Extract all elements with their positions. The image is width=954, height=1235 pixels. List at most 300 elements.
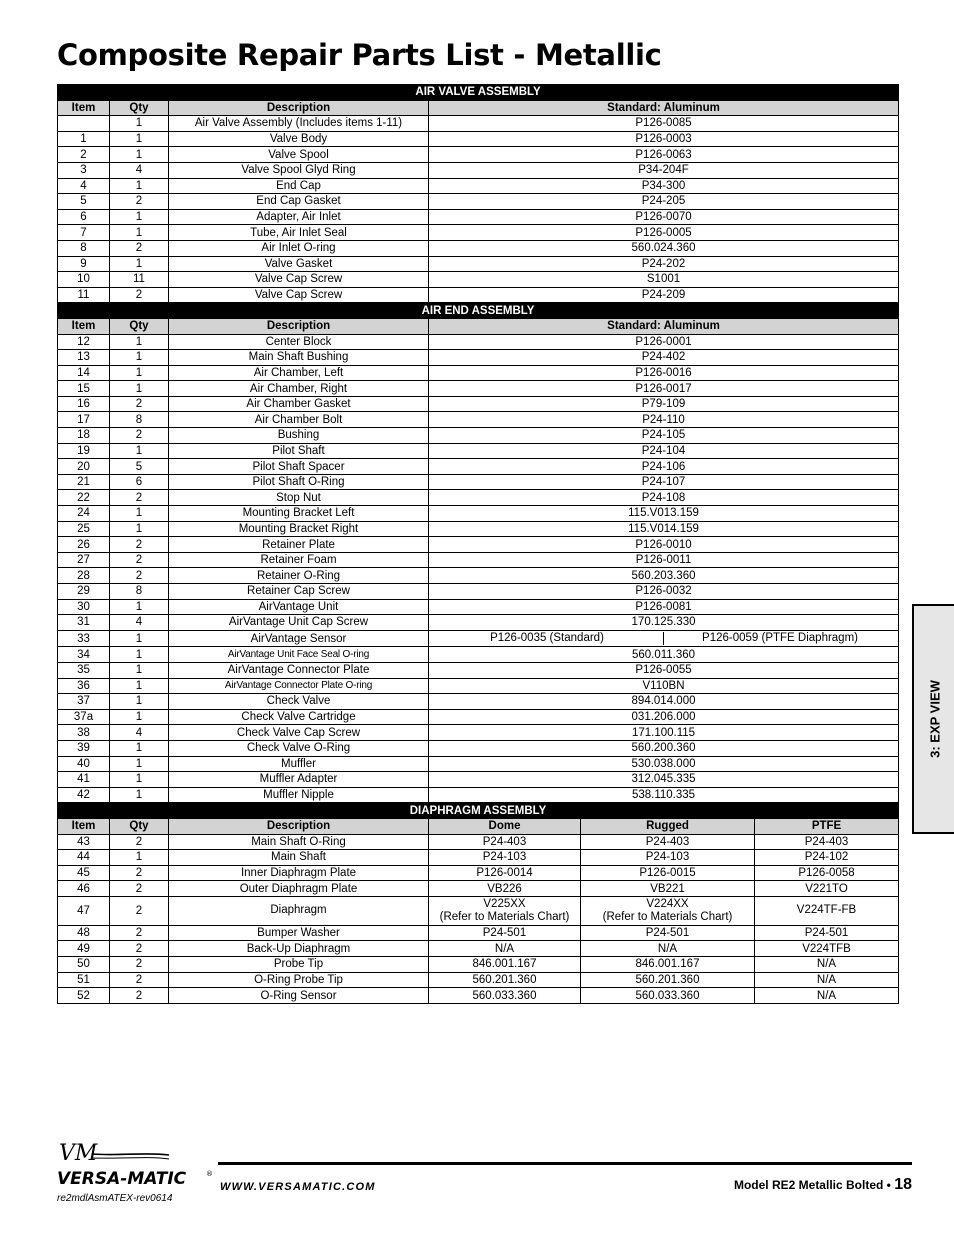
part-number-option: P126-0035 (Standard) xyxy=(490,631,604,644)
table-row xyxy=(58,287,899,303)
part-number-cell: P126-0011 xyxy=(429,552,899,568)
item-cell: 3 xyxy=(58,162,110,178)
part-number: V225XX xyxy=(483,897,526,910)
qty-cell: 8 xyxy=(110,412,169,428)
item-cell: 27 xyxy=(58,552,110,568)
qty-cell: 2 xyxy=(110,240,169,256)
part-number-cell: V224TF-FB xyxy=(755,896,899,925)
part-number-cell: P24-209 xyxy=(429,287,899,303)
part-number-cell: P24-110 xyxy=(429,412,899,428)
part-number-cell: 846.001.167 xyxy=(581,957,755,973)
qty-cell: 2 xyxy=(110,834,169,850)
qty-cell: 4 xyxy=(110,725,169,741)
table-row xyxy=(58,178,899,194)
item-cell: 22 xyxy=(58,490,110,506)
table-row xyxy=(58,972,899,988)
item-cell: 30 xyxy=(58,599,110,615)
part-number-cell: N/A xyxy=(429,941,581,957)
item-cell: 24 xyxy=(58,506,110,522)
part-number-option: P126-0059 (PTFE Diaphragm) xyxy=(663,632,896,646)
part-number-cell: P24-104 xyxy=(429,443,899,459)
part-number-cell: N/A xyxy=(581,941,755,957)
qty-cell: 2 xyxy=(110,941,169,957)
item-cell: 20 xyxy=(58,459,110,475)
part-number-cell: 530.038.000 xyxy=(429,756,899,772)
section-title: AIR VALVE ASSEMBLY xyxy=(58,85,899,101)
description-cell: Mounting Bracket Left xyxy=(169,506,429,522)
item-cell: 50 xyxy=(58,957,110,973)
item-cell: 33 xyxy=(58,630,110,647)
part-number-cell: P24-202 xyxy=(429,256,899,272)
description-cell: Pilot Shaft Spacer xyxy=(169,459,429,475)
part-number-cell: P126-0003 xyxy=(429,131,899,147)
table-row xyxy=(58,225,899,241)
part-number-cell: 560.033.360 xyxy=(429,988,581,1004)
table-row xyxy=(58,599,899,615)
description-cell: Valve Spool xyxy=(169,147,429,163)
qty-cell: 1 xyxy=(110,694,169,710)
table-row xyxy=(58,521,899,537)
qty-cell: 1 xyxy=(110,116,169,132)
parts-table-body xyxy=(58,85,899,1004)
table-row xyxy=(58,162,899,178)
parts-table xyxy=(57,84,899,1004)
item-cell: 44 xyxy=(58,850,110,866)
description-cell: AirVantage Connector Plate O-ring xyxy=(169,678,429,694)
part-number-cell: P24-107 xyxy=(429,474,899,490)
part-number-cell: P126-0016 xyxy=(429,365,899,381)
item-cell: 7 xyxy=(58,225,110,241)
item-cell: 48 xyxy=(58,925,110,941)
item-cell: 26 xyxy=(58,537,110,553)
qty-cell: 2 xyxy=(110,988,169,1004)
qty-cell: 1 xyxy=(110,599,169,615)
item-cell: 5 xyxy=(58,194,110,210)
item-cell: 17 xyxy=(58,412,110,428)
part-number-cell: 115.V014.159 xyxy=(429,521,899,537)
item-cell: 37 xyxy=(58,694,110,710)
part-number-cell: P126-0017 xyxy=(429,381,899,397)
table-row xyxy=(58,694,899,710)
svg-text:VM: VM xyxy=(59,1142,98,1166)
qty-cell: 8 xyxy=(110,584,169,600)
column-header: Item xyxy=(58,100,110,116)
description-cell: Diaphragm xyxy=(169,896,429,925)
item-cell: 43 xyxy=(58,834,110,850)
table-row xyxy=(58,709,899,725)
item-cell: 31 xyxy=(58,615,110,631)
section-tab-label: 3: EXP VIEW xyxy=(927,680,943,758)
part-number-cell xyxy=(429,896,581,925)
part-number-cell: 894.014.000 xyxy=(429,694,899,710)
table-row xyxy=(58,647,899,663)
part-number-cell: P24-105 xyxy=(429,428,899,444)
description-cell: Air Chamber Bolt xyxy=(169,412,429,428)
description-cell: Pilot Shaft O-Ring xyxy=(169,474,429,490)
description-cell: AirVantage Unit Cap Screw xyxy=(169,615,429,631)
part-number-cell: 560.203.360 xyxy=(429,568,899,584)
qty-cell: 1 xyxy=(110,772,169,788)
description-cell: AirVantage Connector Plate xyxy=(169,662,429,678)
qty-cell: 1 xyxy=(110,225,169,241)
part-number-cell: V110BN xyxy=(429,678,899,694)
item-cell: 21 xyxy=(58,474,110,490)
part-number-cell: P24-403 xyxy=(755,834,899,850)
part-number-cell: P24-205 xyxy=(429,194,899,210)
part-number-cell: P24-102 xyxy=(755,850,899,866)
table-row xyxy=(58,412,899,428)
table-row xyxy=(58,678,899,694)
description-cell: End Cap Gasket xyxy=(169,194,429,210)
column-header: Qty xyxy=(110,318,169,334)
item-cell: 47 xyxy=(58,896,110,925)
section-tab[interactable] xyxy=(912,604,954,834)
description-cell: Main Shaft O-Ring xyxy=(169,834,429,850)
part-number-cell: P24-108 xyxy=(429,490,899,506)
part-number-cell: P24-403 xyxy=(581,834,755,850)
materials-chart-note: (Refer to Materials Chart) xyxy=(602,910,733,923)
description-cell: Muffler xyxy=(169,756,429,772)
part-number-cell: P126-0032 xyxy=(429,584,899,600)
table-row xyxy=(58,396,899,412)
qty-cell: 1 xyxy=(110,756,169,772)
section-title: AIR END ASSEMBLY xyxy=(58,303,899,319)
description-cell: Air Inlet O-ring xyxy=(169,240,429,256)
qty-cell: 1 xyxy=(110,647,169,663)
part-number-cell: VB221 xyxy=(581,881,755,897)
qty-cell: 1 xyxy=(110,365,169,381)
part-number-cell: 031.206.000 xyxy=(429,709,899,725)
item-cell: 11 xyxy=(58,287,110,303)
qty-cell: 1 xyxy=(110,381,169,397)
table-row xyxy=(58,865,899,881)
qty-cell: 1 xyxy=(110,678,169,694)
page-number: 18 xyxy=(894,1176,912,1193)
table-row xyxy=(58,240,899,256)
part-number-cell: 560.011.360 xyxy=(429,647,899,663)
part-number-cell: V224TFB xyxy=(755,941,899,957)
description-cell: Main Shaft Bushing xyxy=(169,350,429,366)
column-header: Rugged xyxy=(581,818,755,834)
item-cell: 12 xyxy=(58,334,110,350)
part-number-cell: P126-0070 xyxy=(429,209,899,225)
item-cell xyxy=(58,116,110,132)
qty-cell: 11 xyxy=(110,272,169,288)
description-cell: Outer Diaphragm Plate xyxy=(169,881,429,897)
part-number-cell: P126-0014 xyxy=(429,865,581,881)
item-cell: 14 xyxy=(58,365,110,381)
description-cell: Retainer Plate xyxy=(169,537,429,553)
description-cell: Air Valve Assembly (Includes items 1-11) xyxy=(169,116,429,132)
table-row xyxy=(58,490,899,506)
part-number-cell: 560.024.360 xyxy=(429,240,899,256)
qty-cell: 1 xyxy=(110,662,169,678)
part-number-cell: P24-103 xyxy=(429,850,581,866)
description-cell: Retainer Cap Screw xyxy=(169,584,429,600)
part-number-cell: P24-501 xyxy=(755,925,899,941)
part-number-cell: S1001 xyxy=(429,272,899,288)
model-label xyxy=(734,1176,912,1194)
qty-cell: 2 xyxy=(110,881,169,897)
description-cell: Pilot Shaft xyxy=(169,443,429,459)
table-row xyxy=(58,772,899,788)
part-number-cell: VB226 xyxy=(429,881,581,897)
description-cell: Check Valve O-Ring xyxy=(169,740,429,756)
qty-cell: 4 xyxy=(110,162,169,178)
description-cell: Valve Cap Screw xyxy=(169,287,429,303)
part-number-cell: P126-0063 xyxy=(429,147,899,163)
table-row xyxy=(58,941,899,957)
qty-cell: 1 xyxy=(110,131,169,147)
qty-cell: 1 xyxy=(110,740,169,756)
description-cell: Valve Gasket xyxy=(169,256,429,272)
footer-rule xyxy=(218,1162,912,1165)
description-cell: AirVantage Sensor xyxy=(169,630,429,647)
table-row xyxy=(58,988,899,1004)
table-row xyxy=(58,350,899,366)
description-cell: Main Shaft xyxy=(169,850,429,866)
qty-cell: 1 xyxy=(110,350,169,366)
item-cell: 45 xyxy=(58,865,110,881)
table-row xyxy=(58,537,899,553)
table-row xyxy=(58,381,899,397)
part-number-cell: P34-300 xyxy=(429,178,899,194)
qty-cell: 2 xyxy=(110,925,169,941)
part-number-cell: 560.201.360 xyxy=(429,972,581,988)
table-row xyxy=(58,568,899,584)
part-number-cell: P24-403 xyxy=(429,834,581,850)
item-cell: 37a xyxy=(58,709,110,725)
table-row xyxy=(58,850,899,866)
column-header-row xyxy=(58,318,899,334)
column-header-row xyxy=(58,100,899,116)
qty-cell: 1 xyxy=(110,147,169,163)
qty-cell: 2 xyxy=(110,568,169,584)
item-cell: 6 xyxy=(58,209,110,225)
item-cell: 28 xyxy=(58,568,110,584)
column-header: Description xyxy=(169,318,429,334)
table-row xyxy=(58,662,899,678)
table-row xyxy=(58,116,899,132)
qty-cell: 2 xyxy=(110,490,169,506)
table-row xyxy=(58,552,899,568)
section-title: DIAPHRAGM ASSEMBLY xyxy=(58,803,899,819)
qty-cell: 1 xyxy=(110,630,169,647)
table-row xyxy=(58,194,899,210)
qty-cell: 1 xyxy=(110,787,169,803)
part-number-cell: 846.001.167 xyxy=(429,957,581,973)
part-number-cell: P24-106 xyxy=(429,459,899,475)
section-title-row xyxy=(58,85,899,101)
description-cell: Retainer Foam xyxy=(169,552,429,568)
item-cell: 41 xyxy=(58,772,110,788)
item-cell: 36 xyxy=(58,678,110,694)
table-row xyxy=(58,834,899,850)
qty-cell: 1 xyxy=(110,178,169,194)
website-link[interactable]: WWW.VERSAMATIC.COM xyxy=(220,1181,376,1193)
description-cell: Adapter, Air Inlet xyxy=(169,209,429,225)
table-row xyxy=(58,957,899,973)
column-header: Item xyxy=(58,818,110,834)
qty-cell: 1 xyxy=(110,709,169,725)
description-cell: AirVantage Unit xyxy=(169,599,429,615)
qty-cell: 1 xyxy=(110,506,169,522)
qty-cell: 2 xyxy=(110,396,169,412)
description-cell: Air Chamber Gasket xyxy=(169,396,429,412)
part-number-cell: P126-0010 xyxy=(429,537,899,553)
item-cell: 42 xyxy=(58,787,110,803)
part-number-cell: N/A xyxy=(755,972,899,988)
part-number-cell: 560.033.360 xyxy=(581,988,755,1004)
part-number-cell xyxy=(581,896,755,925)
qty-cell: 6 xyxy=(110,474,169,490)
item-cell: 4 xyxy=(58,178,110,194)
part-number: V224XX xyxy=(646,897,689,910)
part-number-cell: P126-0015 xyxy=(581,865,755,881)
item-cell: 18 xyxy=(58,428,110,444)
table-row xyxy=(58,474,899,490)
part-number-cell: P24-501 xyxy=(429,925,581,941)
description-cell: Check Valve xyxy=(169,694,429,710)
description-cell: AirVantage Unit Face Seal O-ring xyxy=(169,647,429,663)
part-number-cell: 171.100.115 xyxy=(429,725,899,741)
item-cell: 9 xyxy=(58,256,110,272)
table-row xyxy=(58,630,899,647)
table-row xyxy=(58,506,899,522)
part-number-cell: V221TO xyxy=(755,881,899,897)
versa-matic-logo xyxy=(57,1142,217,1188)
description-cell: Valve Cap Screw xyxy=(169,272,429,288)
qty-cell: 1 xyxy=(110,334,169,350)
description-cell: Air Chamber, Left xyxy=(169,365,429,381)
qty-cell: 1 xyxy=(110,850,169,866)
description-cell: Valve Body xyxy=(169,131,429,147)
table-row xyxy=(58,615,899,631)
column-header: Description xyxy=(169,818,429,834)
table-row xyxy=(58,443,899,459)
item-cell: 49 xyxy=(58,941,110,957)
description-cell: Bushing xyxy=(169,428,429,444)
item-cell: 35 xyxy=(58,662,110,678)
revision-code: re2mdlAsmATEX-rev0614 xyxy=(57,1193,173,1204)
description-cell: O-Ring Sensor xyxy=(169,988,429,1004)
part-number-cell: P34-204F xyxy=(429,162,899,178)
qty-cell: 4 xyxy=(110,615,169,631)
column-header: Description xyxy=(169,100,429,116)
part-number-cell: 538.110.335 xyxy=(429,787,899,803)
table-row xyxy=(58,896,899,925)
qty-cell: 1 xyxy=(110,209,169,225)
qty-cell: 2 xyxy=(110,865,169,881)
item-cell: 13 xyxy=(58,350,110,366)
part-number-cell: P126-0055 xyxy=(429,662,899,678)
table-row xyxy=(58,787,899,803)
table-row xyxy=(58,459,899,475)
part-number-cell: P79-109 xyxy=(429,396,899,412)
column-header: PTFE xyxy=(755,818,899,834)
qty-cell: 2 xyxy=(110,287,169,303)
part-number-cell: 560.201.360 xyxy=(581,972,755,988)
part-number-cell: P24-402 xyxy=(429,350,899,366)
description-cell: Muffler Adapter xyxy=(169,772,429,788)
part-number-cell: 115.V013.159 xyxy=(429,506,899,522)
part-number-cell: P126-0058 xyxy=(755,865,899,881)
part-number-cell: P126-0005 xyxy=(429,225,899,241)
part-number-cell: P126-0081 xyxy=(429,599,899,615)
part-number-cell: P126-0001 xyxy=(429,334,899,350)
part-number-cell: P24-501 xyxy=(581,925,755,941)
column-header: Dome xyxy=(429,818,581,834)
table-row xyxy=(58,334,899,350)
section-title-row xyxy=(58,303,899,319)
qty-cell: 1 xyxy=(110,443,169,459)
column-header: Qty xyxy=(110,100,169,116)
part-number-cell: P24-103 xyxy=(581,850,755,866)
item-cell: 46 xyxy=(58,881,110,897)
item-cell: 25 xyxy=(58,521,110,537)
svg-text:®: ® xyxy=(206,1170,213,1178)
qty-cell: 2 xyxy=(110,896,169,925)
page-title: Composite Repair Parts List - Metallic xyxy=(57,38,662,72)
description-cell: O-Ring Probe Tip xyxy=(169,972,429,988)
description-cell: Retainer O-Ring xyxy=(169,568,429,584)
item-cell: 29 xyxy=(58,584,110,600)
description-cell: Mounting Bracket Right xyxy=(169,521,429,537)
qty-cell: 2 xyxy=(110,537,169,553)
qty-cell: 2 xyxy=(110,972,169,988)
table-row xyxy=(58,147,899,163)
description-cell: Stop Nut xyxy=(169,490,429,506)
part-number-cell: 312.045.335 xyxy=(429,772,899,788)
description-cell: Check Valve Cartridge xyxy=(169,709,429,725)
column-header: Standard: Aluminum xyxy=(429,100,899,116)
column-header-row xyxy=(58,818,899,834)
part-number-cell: 560.200.360 xyxy=(429,740,899,756)
item-cell: 38 xyxy=(58,725,110,741)
section-title-row xyxy=(58,803,899,819)
table-row xyxy=(58,725,899,741)
item-cell: 52 xyxy=(58,988,110,1004)
table-row xyxy=(58,365,899,381)
description-cell: Inner Diaphragm Plate xyxy=(169,865,429,881)
item-cell: 34 xyxy=(58,647,110,663)
model-text: Model RE2 Metallic Bolted • xyxy=(733,1178,891,1192)
description-cell: End Cap xyxy=(169,178,429,194)
item-cell: 1 xyxy=(58,131,110,147)
part-number-cell: 170.125.330 xyxy=(429,615,899,631)
description-cell: Bumper Washer xyxy=(169,925,429,941)
description-cell: Back-Up Diaphragm xyxy=(169,941,429,957)
item-cell: 16 xyxy=(58,396,110,412)
description-cell: Probe Tip xyxy=(169,957,429,973)
description-cell: Center Block xyxy=(169,334,429,350)
item-cell: 10 xyxy=(58,272,110,288)
qty-cell: 1 xyxy=(110,256,169,272)
qty-cell: 2 xyxy=(110,194,169,210)
column-header: Standard: Aluminum xyxy=(429,318,899,334)
part-number-cell xyxy=(429,630,899,647)
table-row xyxy=(58,756,899,772)
description-cell: Check Valve Cap Screw xyxy=(169,725,429,741)
description-cell: Valve Spool Glyd Ring xyxy=(169,162,429,178)
table-row xyxy=(58,428,899,444)
qty-cell: 2 xyxy=(110,552,169,568)
item-cell: 15 xyxy=(58,381,110,397)
table-row xyxy=(58,272,899,288)
qty-cell: 2 xyxy=(110,428,169,444)
table-row xyxy=(58,881,899,897)
part-number-cell: N/A xyxy=(755,988,899,1004)
